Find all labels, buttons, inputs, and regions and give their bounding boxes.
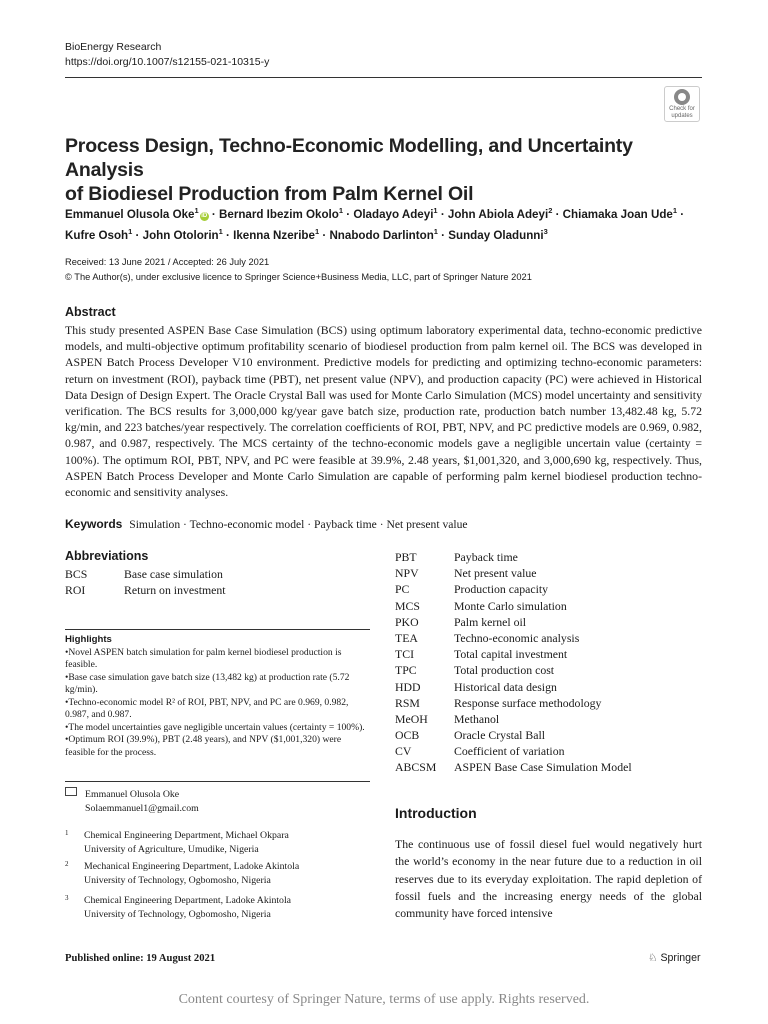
- abbreviation-key: PC: [395, 582, 410, 597]
- highlights-heading: Highlights: [65, 634, 112, 645]
- abbreviation-row: [395, 549, 702, 565]
- affiliation-line: University of Agriculture, Umudike, Nigeria: [84, 843, 259, 855]
- highlight-item: •Base case simulation gave batch size (13,482 kg) at production rate (5.72 kg/min).: [65, 671, 350, 695]
- abbreviation-value: Total capital investment: [454, 647, 568, 662]
- abbreviation-row: [395, 614, 702, 630]
- abbreviation-row: [65, 582, 370, 598]
- author-affiliation: 1: [314, 226, 320, 236]
- affiliation: [65, 860, 385, 888]
- abbreviation-key: MCS: [395, 598, 420, 613]
- author-affiliation: 1: [672, 206, 678, 215]
- abbreviation-row: [395, 581, 702, 597]
- abbreviation-row: [65, 566, 370, 582]
- check-badge-label: Check for updates: [669, 106, 695, 119]
- introduction-heading: Introduction: [395, 805, 477, 821]
- abbreviation-value: Payback time: [454, 550, 518, 564]
- abbreviation-key: TEA: [395, 630, 418, 645]
- abbreviation-value: Methanol: [454, 711, 500, 726]
- abbreviation-value: Response surface methodology: [454, 695, 602, 710]
- courtesy-notice: Content courtesy of Springer Nature, terms of use apply. Rights reserved.: [178, 992, 590, 1007]
- publisher-name: Springer: [660, 952, 701, 964]
- contact-email[interactable]: Solaemmanuel1@gmail.com: [85, 802, 199, 814]
- update-icon: [674, 89, 690, 105]
- author-name[interactable]: John Abiola Adeyi: [447, 207, 549, 221]
- title-line-2: of Biodiesel Production from Palm Kernel Oil: [65, 183, 474, 205]
- abbreviation-row: [395, 711, 702, 727]
- affiliation-number: 3: [65, 894, 69, 902]
- abbreviation-row: [395, 679, 702, 695]
- author-name[interactable]: Chiamaka Joan Ude: [562, 207, 673, 221]
- author-name[interactable]: Sunday Oladunni: [448, 228, 544, 242]
- abbreviation-value: Base case simulation: [124, 567, 223, 581]
- doi-link[interactable]: https://doi.org/10.1007/s12155-021-10315-y: [65, 56, 270, 68]
- check-for-updates-badge[interactable]: [664, 86, 700, 122]
- abbreviation-value: ASPEN Base Case Simulation Model: [454, 760, 632, 775]
- abbreviation-key: ROI: [65, 583, 86, 597]
- author-list: Emmanuel Olusola Oke$^1$iD · Bernard Ibezim Okolo$^1$ · Oladayo Adeyi$^1$ · John Abiola Adeyi$^2$ · Chiamaka Joan Ude$^1$ · Kufre Osoh$^1$ · John Otolorin$^1$ · Ikenna Nzeribe$^1$ · Nnabodo Darlinton$^1$ · Sunday Oladunni$^3$: [65, 206, 685, 242]
- journal-header: [65, 40, 269, 70]
- abbreviation-row: [395, 630, 702, 646]
- author-affiliation: 1: [338, 206, 343, 215]
- author-name[interactable]: Bernard Ibezim Okolo: [219, 207, 339, 221]
- paper-title: [65, 134, 675, 206]
- abbreviations-heading: Abbreviations: [65, 549, 149, 563]
- author-affiliation: 2: [548, 206, 553, 215]
- header-divider: [65, 77, 702, 78]
- corresponding-author: [65, 787, 199, 815]
- abbreviation-key: ABCSM: [395, 760, 437, 775]
- publisher-logo: [648, 952, 701, 964]
- keywords-text: Simulation · Techno-economic model · Payback time · Net present value: [129, 518, 468, 531]
- abbreviation-row: [395, 695, 702, 711]
- author-affiliation: 3: [543, 226, 548, 236]
- envelope-icon: [65, 787, 77, 796]
- abbreviation-row: [395, 565, 702, 581]
- abbreviation-value: Total production cost: [454, 663, 555, 678]
- keywords-label: Keywords: [65, 517, 123, 531]
- copyright-notice: © The Author(s), under exclusive licence to Springer Science+Business Media, LLC, part of Springer Nature 2021: [65, 272, 532, 282]
- abbreviation-key: PBT: [395, 550, 417, 564]
- highlight-item: •The model uncertainties gave negligible uncertain values (certainty = 100%).: [65, 721, 365, 733]
- abbreviation-row: [395, 759, 702, 775]
- author-name[interactable]: Kufre Osoh: [65, 228, 129, 242]
- affiliation-line: Chemical Engineering Department, Michael Okpara: [84, 830, 289, 841]
- abbreviation-key: CV: [395, 744, 412, 759]
- abbreviation-key: OCB: [395, 728, 420, 743]
- published-online: Published online: 19 August 2021: [65, 953, 216, 964]
- springer-horse-icon: ♘: [648, 952, 658, 964]
- affiliation-line: Chemical Engineering Department, Ladoke Akintola: [84, 895, 292, 906]
- abbreviation-value: Coefficient of variation: [454, 744, 565, 759]
- abbreviation-key: RSM: [395, 695, 420, 710]
- abbreviations-right-column: [395, 549, 702, 776]
- abbreviation-row: [395, 727, 702, 743]
- highlight-item: •Optimum ROI (39.9%), PBT (2.48 years), and NPV ($1,001,320) were feasible for the process.: [65, 734, 342, 758]
- author-affiliation: 1: [218, 226, 223, 236]
- abbreviation-value: Techno-economic analysis: [454, 630, 580, 645]
- abbreviation-key: MeOH: [395, 711, 428, 726]
- abbreviation-row: [395, 743, 702, 759]
- author-name[interactable]: Nnabodo Darlinton: [329, 228, 434, 242]
- abbreviation-row: [395, 662, 702, 678]
- abbreviation-value: Return on investment: [124, 583, 226, 597]
- title-line-1: Process Design, Techno-Economic Modelling, and Uncertainty Analysis: [65, 135, 633, 181]
- author-affiliation: 1: [433, 226, 438, 236]
- highlights-top-divider: [65, 629, 370, 630]
- affiliation-line: University of Technology, Ogbomosho, Nigeria: [84, 908, 271, 920]
- abbreviation-key: TCI: [395, 647, 415, 662]
- abbreviation-value: Monte Carlo simulation: [454, 598, 567, 613]
- highlight-item: •Novel ASPEN batch simulation for palm kernel biodiesel production is feasible.: [65, 646, 342, 670]
- abbreviation-value: Oracle Crystal Ball: [454, 728, 546, 743]
- received-accepted: Received: 13 June 2021 / Accepted: 26 July 2021: [65, 257, 270, 267]
- abbreviation-value: Net present value: [454, 566, 537, 581]
- keywords: [65, 517, 468, 531]
- abbreviation-key: TPC: [395, 663, 417, 678]
- author-affiliation: 1: [433, 206, 438, 215]
- author-name[interactable]: Oladayo Adeyi: [353, 207, 434, 221]
- abbreviation-value: Production capacity: [454, 582, 549, 597]
- abbreviation-row: [395, 646, 702, 662]
- author-name[interactable]: Emmanuel Olusola Oke: [65, 207, 195, 221]
- abbreviation-value: Historical data design: [454, 679, 557, 694]
- author-affiliation: 1: [194, 206, 199, 215]
- abbreviation-value: Palm kernel oil: [454, 614, 527, 629]
- affiliation: [65, 829, 385, 857]
- journal-name: BioEnergy Research: [65, 41, 162, 53]
- highlight-item: •Techno-economic model R² of ROI, PBT, NPV, and PC are 0.969, 0.982, 0.987, and 0.987.: [65, 696, 349, 720]
- orcid-icon[interactable]: iD: [201, 212, 208, 219]
- author-affiliation: 1: [128, 226, 133, 236]
- affiliation-line: Mechanical Engineering Department, Ladoke Akintola: [84, 861, 300, 872]
- abbreviation-row: [395, 598, 702, 614]
- abstract-heading: Abstract: [65, 305, 116, 319]
- author-name[interactable]: Ikenna Nzeribe: [233, 228, 315, 242]
- highlights-bottom-divider: [65, 781, 370, 782]
- abbreviation-key: BCS: [65, 567, 88, 581]
- affiliation-number: 1: [65, 829, 69, 837]
- affiliation: [65, 894, 385, 922]
- abbreviation-key: NPV: [395, 566, 419, 581]
- affiliation-line: University of Technology, Ogbomosho, Nigeria: [84, 874, 271, 886]
- abstract-text: This study presented ASPEN Base Case Simulation (BCS) using optimum laboratory experimental data, techno-economic predictive models, and multi-objective optimum profitability scenario of biodiesel production from palm kernel oil. The BCS was developed in ASPEN Batch Process Developer V10 environment. Predictive models for predicting and optimizing techno-economic parameters: return on investment (ROI), payback time (PBT), net present value (NPV), and production capacity (PC) were achieved in Historical Data Design of Design Expert. The Oracle Crystal Ball was used for Monte Carlo Simulation (MCS) model uncertainty and sensitivity verification. The BCS results for 3,000,000 kg/year gave batch size, production rate, production batch number 13,482.48 kg, 5.72 kg/min, and 223 batches/year respectively. The correlation coefficients of ROI, PBT, NPV, and PC predictive models are 0.969, 0.982, 0.987, and 0.987, respectively. The MCS certainty of the techno-economic models gave a negligible uncertain value (certainty = 100%). The optimum ROI, PBT, NPV, and PC were feasible at 39.9%, 2.48 years, $1,001,320, and 3,000,690 kg, respectively. Thus, ASPEN Batch Process Developer and Monte Carlo Simulation are capable of performing palm kernel biodiesel production techno-economic and sensitivity analyses.: [65, 323, 702, 500]
- author-name[interactable]: John Otolorin: [142, 228, 219, 242]
- abbreviation-key: PKO: [395, 614, 419, 629]
- contact-name: Emmanuel Olusola Oke: [85, 789, 180, 800]
- publication-dates: [65, 255, 532, 285]
- affiliation-number: 2: [65, 860, 69, 868]
- highlights-box: [65, 634, 370, 759]
- abbreviation-key: HDD: [395, 679, 421, 694]
- introduction-text: The continuous use of fossil diesel fuel would negatively hurt the world’s economy in the near future due to a reduction in oil reserves due to its everyday exploitation. The rapid depletion of fossil fuels and the increasing energy needs of the global community have forced intensive: [395, 837, 702, 921]
